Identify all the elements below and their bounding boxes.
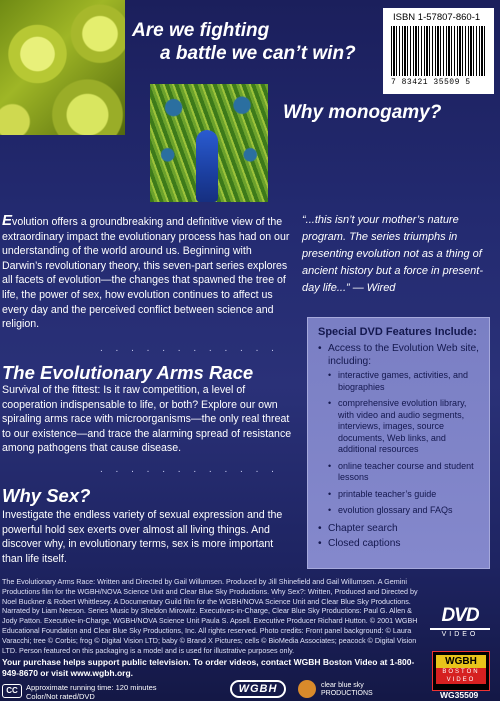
clear-blue-sky-sub: PRODUCTIONS <box>321 690 373 697</box>
runtime-line-1: Approximate running time: 120 minutes <box>26 683 157 692</box>
production-credits: The Evolutionary Arms Race: Written and Directed by Gail Willumsen. Produced by Jill Shinefield and Gail Willumsen. A Gemini Productions film for the WGBH/NOVA Science Unit and Clear Blue Sky Productions. Why Sex?: Written, Produced and Directed by Noel Buckner & Robert Whittlesey. A Documentary Guild film for the WGBH/NOVA Science Unit and Clear Blue Sky Productions. Narrated by Liam Neeson. Series Music by Sheldon Mirowitz. Executives-in-Charge, Clear Blue Sky Productions: Paul G. Allen & Jody Patton. Executive-in-Charge, WGBH/NOVA Science Unit Paula S. Apsell. Executive Producer Richard Hutton. © 2001 WGBH Educational Foundation and Clear Blue Sky Productions, Inc. All rights reserved. Photo credits: Front panel background: © Laura Varacchi; tree © Corbis; frog © Digital Vision LTD; baby © Brand X Pictures; cells © BioMedia Associates; peacock © Digital Vision LTD. Person featured on this packaging is a model and is used for illustrative purposes only. <box>2 577 418 655</box>
sub-item-guide: • printable teacher’s guide <box>328 489 479 501</box>
wgbh-logo: WGBH <box>230 680 286 698</box>
barcode-label <box>383 8 494 94</box>
dvd-mark: DVD <box>441 605 479 626</box>
purchase-info: Your purchase helps support public television. To order videos, contact WGBH Boston Video at 1-800-949-8670 or visit www.wgbh.org. <box>2 657 415 678</box>
clear-blue-sky-logo <box>321 682 373 698</box>
feature-chapter-search: • Chapter search <box>318 522 479 535</box>
sub-item-library: • comprehensive evolution library, with video and audio segments, interviews, images, source documents, Web links, and additional resources <box>328 398 479 456</box>
intro-text: volution offers a groundbreaking and definitive view of the extraordinary impact the evolutionary process has had on our understanding of the world around us. Beginning with Darwin’s revolutionary theory, this seven-part series explores all facets of evolution—the changes that spawned the tree of life, the power of sex, how evolution continues to affect us every day and the perceived conflict between science and religion. <box>2 216 290 331</box>
isbn-text: ISBN 1-57807-860-1 <box>393 12 481 23</box>
features-title: Special DVD Features Include: <box>318 326 477 338</box>
separator-2: . . . . . . . . . . . . <box>100 464 279 475</box>
quote-text: “...this isn’t your mother’s nature program. The series triumphs in presenting evolution not as a thing of ancient history but a force in present-day life...” <box>302 214 483 294</box>
closed-caption-icon: CC <box>2 684 22 698</box>
cells-photo <box>0 0 125 135</box>
features-list <box>318 342 479 550</box>
quote-source: — Wired <box>349 282 396 294</box>
wgbh-box-sub: BOSTON VIDEO <box>436 668 486 684</box>
clear-blue-sky-name: clear blue sky <box>321 682 364 689</box>
why-sex-title: Why Sex? <box>2 485 91 506</box>
clear-blue-sky-icon <box>298 680 316 698</box>
review-quote <box>302 212 492 297</box>
peacock-neck <box>196 130 218 202</box>
arms-race-title: The Evolutionary Arms Race <box>2 362 254 383</box>
barcode-number: 7 83421 35509 5 <box>391 78 471 87</box>
why-sex-text: Investigate the endless variety of sexual expression and the powerful hold sex exerts over almost all living things. And discover why, in evolutionary terms, sex is more important than life itself. <box>2 509 283 565</box>
runtime-info <box>26 683 157 701</box>
barcode-bars <box>391 26 486 76</box>
arms-race-text: Survival of the fittest: Is it raw competition, a level of cooperation indispensable to life, or both? Explore our own spiraling arms race with microorganisms—the only real threat to our existence—and trace the alarming spread of resistance among pathogens that cause disease. <box>2 384 292 455</box>
sub-item-course: • online teacher course and student lessons <box>328 461 479 484</box>
feature-web-access-label: Access to the Evolution Web site, including: <box>328 343 480 367</box>
dvd-video-logo <box>430 605 490 638</box>
sub-item-glossary: • evolution glossary and FAQs <box>328 505 479 517</box>
intro-dropcap: E <box>2 212 13 229</box>
wgbh-boston-video-logo <box>432 651 490 691</box>
headline-monogamy: Why monogamy? <box>283 102 442 123</box>
dvd-video-text: VIDEO <box>430 628 490 638</box>
headline-battle-2: a battle we can’t win? <box>160 43 356 64</box>
headline-battle-1: Are we fighting <box>132 20 270 41</box>
catalog-number: WG35509 <box>440 690 479 700</box>
intro-paragraph <box>2 214 292 332</box>
separator-1: . . . . . . . . . . . . <box>100 343 279 354</box>
sub-item-games: • interactive games, activities, and biographies <box>328 370 479 393</box>
runtime-line-2: Color/Not rated/DVD <box>26 692 95 701</box>
dvd-features-box <box>307 317 490 569</box>
wgbh-box-title: WGBH <box>436 655 486 668</box>
feature-web-access <box>318 342 479 517</box>
web-sub-list <box>328 370 479 517</box>
feature-closed-captions: • Closed captions <box>318 537 479 550</box>
